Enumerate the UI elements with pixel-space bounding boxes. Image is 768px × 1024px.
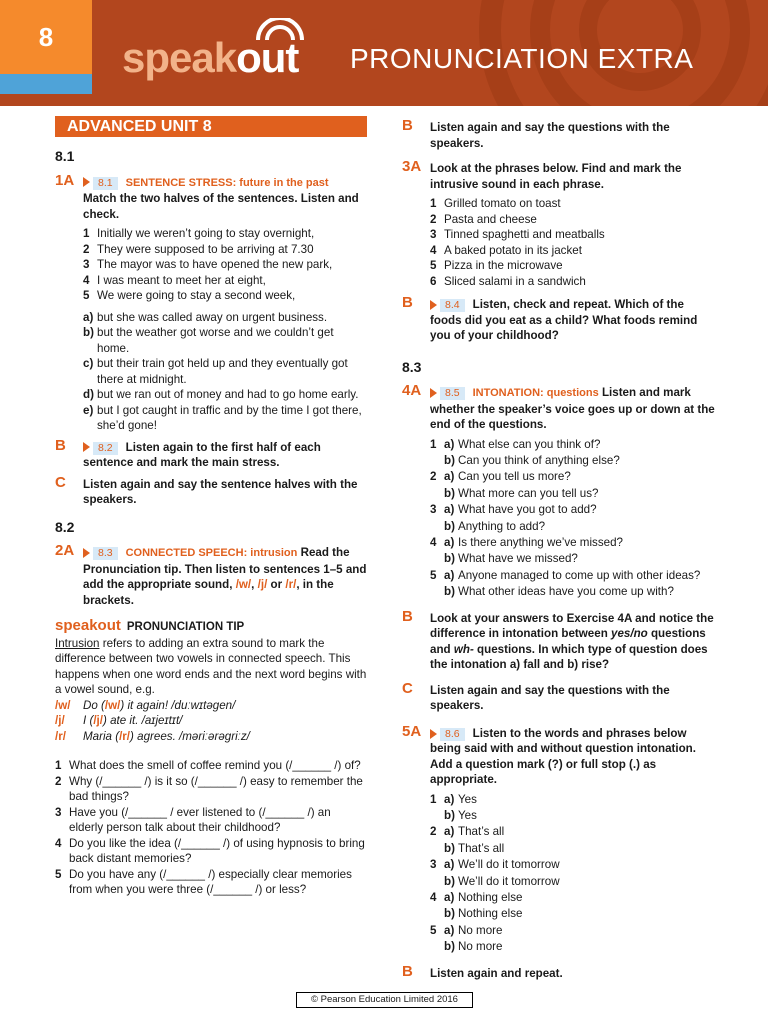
instruction: Listen again to the first half of each sentence and mark the main stress.	[83, 440, 321, 469]
list-item: b) That’s all	[444, 841, 505, 855]
audio-play-icon[interactable]	[83, 548, 90, 558]
list-item: 5 a) No more	[430, 923, 503, 937]
audio-play-icon[interactable]	[430, 729, 437, 739]
list-item: b) No more	[444, 940, 503, 954]
exercise-focus: CONNECTED SPEECH: intrusion	[125, 547, 298, 559]
list-item: e) but I got caught in traffic and by the time I got there, she’d gone!	[83, 403, 362, 432]
tip-example: /w/ Do (/w/) it again! /duːwɪtəgen/	[55, 698, 236, 712]
audio-play-icon[interactable]	[430, 388, 437, 398]
exercise-label: B	[402, 294, 413, 311]
track-number: 8.2	[93, 442, 118, 455]
unit-banner: ADVANCED UNIT 8	[55, 116, 367, 137]
list-item: b) Nothing else	[444, 907, 523, 921]
list-item: 3 Tinned spaghetti and meatballs	[430, 228, 605, 241]
header-title: PRONUNCIATION EXTRA	[350, 43, 694, 74]
list-item: 3 Have you (/______ / ever listened to (/______ /) an elderly person talk about their childhood?	[55, 805, 331, 834]
phrase-pairs	[430, 792, 718, 956]
list-item: 3 a) We’ll do it tomorrow	[430, 858, 560, 872]
list-item: 3 The mayor was to have opened the new park,	[83, 258, 333, 271]
exercise-label: B	[55, 436, 66, 454]
tip-title: PRONUNCIATION TIP	[126, 621, 245, 633]
instruction: Listen again and repeat.	[430, 966, 563, 980]
section-heading-8-3: 8.3	[402, 358, 422, 375]
instruction: Listen again and say the questions with the speakers.	[430, 121, 670, 150]
list-item: b) What other ideas have you come up with?	[444, 585, 674, 599]
sentence-starts	[83, 226, 367, 304]
question-pairs	[430, 437, 718, 601]
sentence-endings	[83, 310, 367, 434]
page-header	[0, 0, 768, 106]
list-item: 5 Pizza in the microwave	[430, 259, 563, 272]
instruction: Listen and mark whether the speaker’s voice goes up or down at the end of the questions.	[430, 386, 715, 431]
exercise-label: 5A	[402, 722, 422, 740]
food-phrases	[430, 196, 718, 289]
section-heading-8-2: 8.2	[55, 518, 75, 535]
tip-body: Intrusion refers to adding an extra sound to mark the difference between two vowels in connected speech. This happens when one word ends and the next word begins with a vowel sound, e.g.	[55, 636, 367, 696]
left-column	[55, 116, 367, 904]
track-number: 8.4	[440, 299, 465, 312]
list-item: 2 They were supposed to be arriving at 7.30	[83, 242, 314, 256]
list-item: d) but we ran out of money and had to go home early.	[83, 388, 359, 401]
track-number: 8.1	[93, 177, 118, 190]
exercise-label: B	[402, 117, 413, 134]
audio-play-icon[interactable]	[83, 177, 90, 187]
instruction: Look at the phrases below. Find and mark the intrusive sound in each phrase.	[430, 162, 682, 191]
list-item: 6 Sliced salami in a sandwich	[430, 274, 586, 288]
list-item: 2 a) That’s all	[430, 825, 505, 839]
section-heading-8-1: 8.1	[55, 148, 75, 164]
exercise-label: B	[402, 607, 413, 625]
list-item: 4 I was meant to meet her at eight,	[83, 273, 266, 287]
audio-play-icon[interactable]	[430, 300, 437, 310]
list-item: 2 Pasta and cheese	[430, 212, 537, 226]
tip-example: /r/ Maria (/r/) agrees. /məriːərəgriːz/	[55, 729, 250, 743]
exercise-4c	[402, 679, 718, 714]
exercise-label: 2A	[55, 542, 75, 559]
exercise-5b	[402, 962, 718, 982]
exercise-focus: INTONATION: questions	[472, 387, 599, 399]
instruction: Listen, check and repeat. Which of the foods did you eat as a child? What foods remind you of your childhood?	[430, 298, 698, 342]
exercise-2a	[55, 542, 367, 608]
exercise-1a	[55, 171, 367, 434]
tip-header	[55, 618, 367, 636]
list-item: b) but the weather got worse and we couldn’t get home.	[83, 326, 334, 355]
track-number: 8.5	[440, 387, 465, 400]
list-item: c) but their train got held up and they eventually got there at midnight.	[83, 357, 348, 386]
list-item: b) Anything to add?	[444, 519, 546, 533]
list-item: 1 What does the smell of coffee remind you (/______ /) of?	[55, 759, 361, 772]
list-item: a) but she was called away on urgent business.	[83, 310, 328, 324]
instruction: Look at your answers to Exercise 4A and notice the difference in intonation between yes/no questions and wh- questions. In which type of question does the intonation a) fall and b) rise?	[430, 611, 714, 672]
exercise-4a	[402, 382, 718, 601]
list-item: 5 We were going to stay a second week,	[83, 289, 296, 302]
copyright-notice: © Pearson Education Limited 2016	[296, 992, 473, 1008]
track-number: 8.3	[93, 547, 118, 560]
pronunciation-tip	[55, 618, 367, 744]
right-column	[402, 117, 718, 987]
exercise-label: 3A	[402, 158, 422, 175]
audio-play-icon[interactable]	[83, 442, 90, 452]
exercise-2b	[402, 117, 718, 151]
track-number: 8.6	[440, 728, 465, 741]
list-item: 1 a) What else can you think of?	[430, 437, 601, 451]
list-item: b) What more can you tell us?	[444, 486, 599, 500]
list-item: 1 a) Yes	[430, 792, 477, 806]
list-item: b) What have we missed?	[444, 552, 578, 566]
instruction: Listen again and say the sentence halves with the speakers.	[83, 477, 358, 506]
list-item: 5 a) Anyone managed to come up with other ideas?	[430, 568, 701, 582]
exercise-label: 4A	[402, 382, 422, 399]
speakout-logo: speakout	[122, 34, 299, 81]
list-item: 2 Why (/______ /) is it so (/______ /) easy to remember the bad things?	[55, 774, 363, 803]
exercise-1b	[55, 436, 367, 471]
exercise-label: C	[402, 679, 413, 697]
list-item: 4 Do you like the idea (/______ /) of using hypnosis to bring back distant memories?	[55, 836, 365, 865]
exercise-3b	[402, 294, 718, 344]
instruction: Match the two halves of the sentences. Listen and check.	[83, 192, 359, 221]
exercise-1c	[55, 473, 367, 508]
exercise-focus: SENTENCE STRESS: future in the past	[125, 176, 329, 189]
instruction: Listen again and say the questions with the speakers.	[430, 683, 670, 713]
list-item: 1 Grilled tomato on toast	[430, 197, 561, 210]
list-item: b) We’ll do it tomorrow	[444, 874, 560, 888]
instruction: Read the Pronunciation tip. Then listen to sentences 1–5 and add the appropriate sound, /w/, /j/ or /r/, in the brackets.	[83, 546, 367, 607]
list-item: b) Yes	[444, 808, 477, 822]
tip-example: /j/ I (/j/) ate it. /aɪjeɪtɪt/	[55, 714, 183, 727]
instruction: Listen to the words and phrases below being said with and without question intonation. Add a question mark (?) or full stop (.) as appropriate.	[430, 726, 696, 787]
exercise-label: 1A	[55, 171, 75, 189]
sentences-2a	[55, 758, 367, 898]
exercise-3a	[402, 158, 718, 289]
list-item: 4 a) Nothing else	[430, 891, 523, 904]
list-item: 5 Do you have any (/______ /) especially clear memories from when you were three (/______ /) or less?	[55, 867, 352, 896]
list-item: 4 A baked potato in its jacket	[430, 243, 582, 257]
list-item: 1 Initially we weren’t going to stay overnight,	[83, 227, 315, 240]
exercise-4b	[402, 607, 718, 673]
unit-number: 8	[38, 22, 54, 52]
list-item: 3 a) What have you got to add?	[430, 503, 597, 517]
exercise-label: C	[55, 473, 66, 491]
list-item: 4 a) Is there anything we’ve missed?	[430, 535, 623, 549]
speakout-small-logo: speakout	[55, 617, 121, 634]
exercise-5a	[402, 722, 718, 956]
list-item: 2 a) Can you tell us more?	[430, 470, 571, 484]
exercise-label: B	[402, 962, 413, 980]
list-item: b) Can you think of anything else?	[444, 453, 620, 467]
blue-accent-bar	[0, 74, 92, 94]
